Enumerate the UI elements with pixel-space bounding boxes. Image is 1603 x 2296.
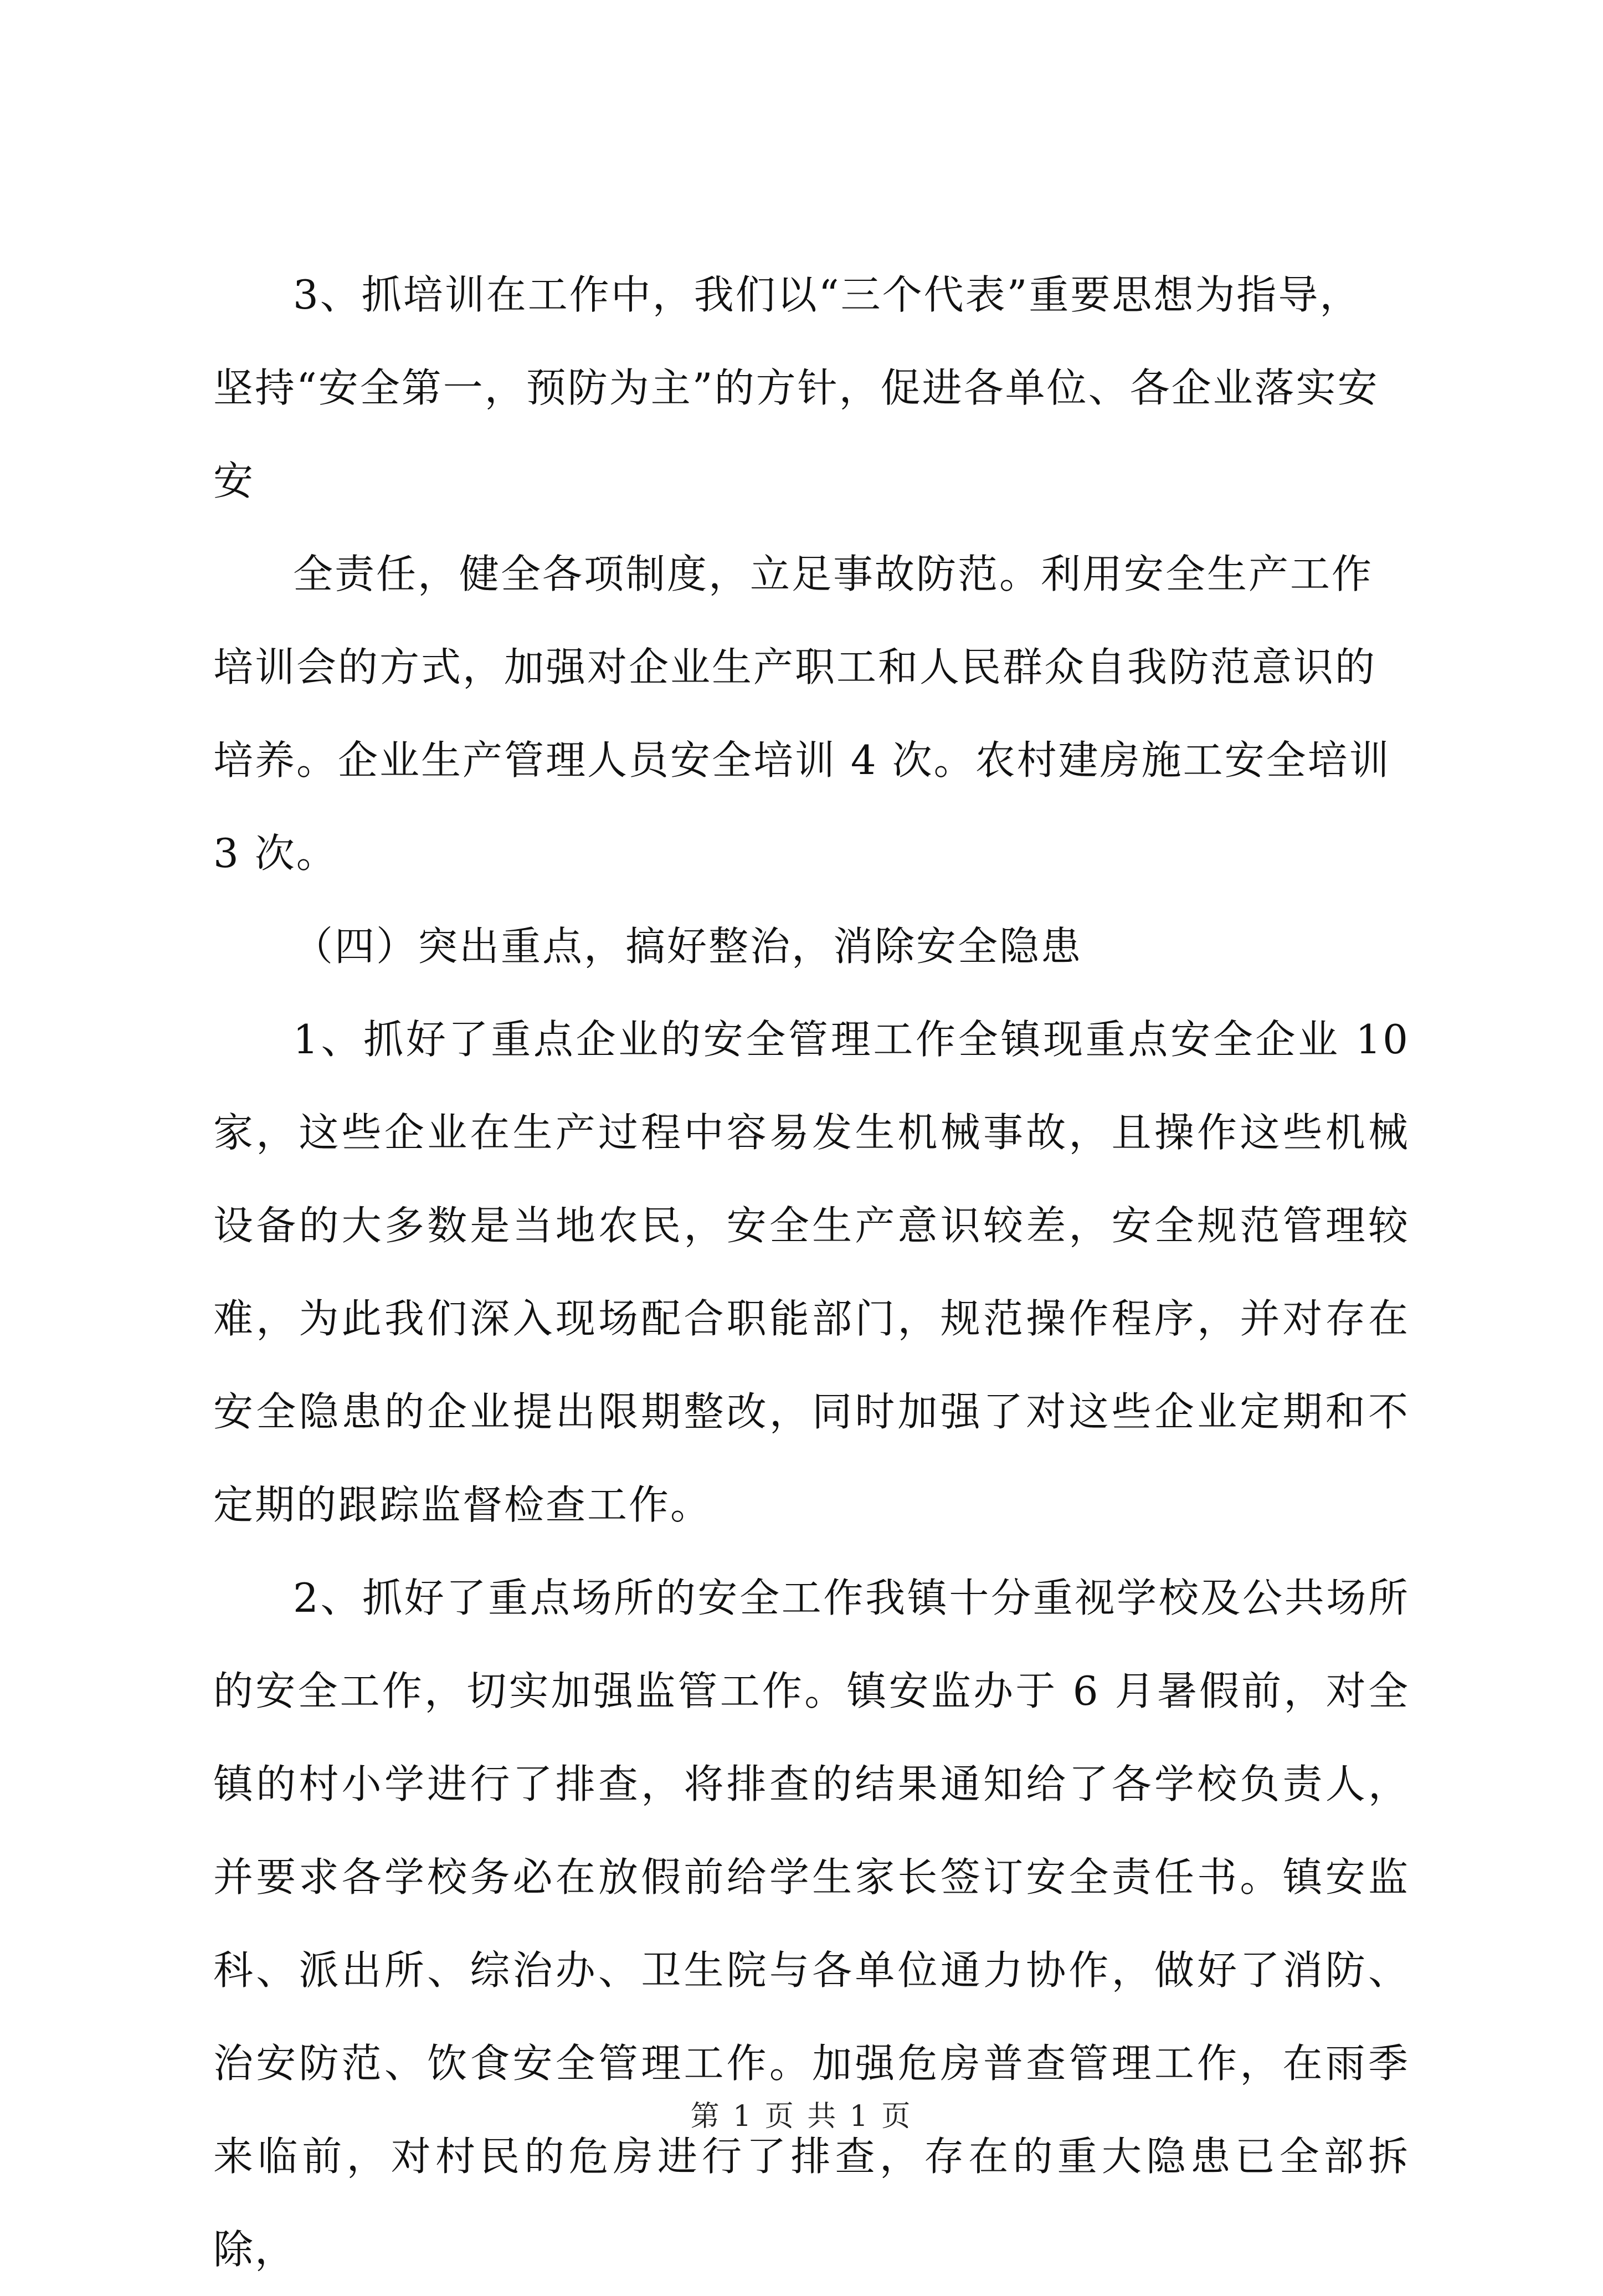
paragraph-training-line3: 安: [213, 458, 255, 504]
section-heading: （四）突出重点，搞好整治，消除安全隐患: [293, 923, 1083, 970]
paragraph-training-line2: 坚持“安全第一，预防为主”的方针，促进各单位、各企业落实安: [213, 365, 1379, 411]
paragraph-key-enterprises: 1、抓好了重点企业的安全管理工作全镇现重点安全企业 10 家，这些企业在生产过程中容易发生机械事故，且操作这些机械设备的大多数是当地农民，安全生产意识较差，安全规范管理较难，为此我们深入现场配合职能部门，规范操作程序，并对存在安全隐患的企业提出限期整改，同时加强了对这些企业定期和不定期的跟踪监督检查工作。: [213, 1016, 1410, 1528]
paragraph-key-places: 2、抓好了重点场所的安全工作我镇十分重视学校及公共场所的安全工作，切实加强监管工作。镇安监办于 6 月暑假前，对全镇的村小学进行了排查，将排查的结果通知给了各学校负责人，并要求各学校务必在放假前给学生家长签订安全责任书。镇安监科、派出所、综治办、卫生院与各单位通力协作，做好了消防、治安防范、饮食安全管理工作。加强危房普查管理工作，在雨季来临前，对村民的危房进行了排查，存在的重大隐患已全部拆除，: [213, 1575, 1410, 2273]
paragraph-responsibility-line2: 培训会的方式，加强对企业生产职工和人民群众自我防范意识的: [213, 644, 1377, 690]
paragraph-responsibility-line4: 3 次。: [213, 830, 338, 877]
paragraph-training-line1: 3、抓培训在工作中，我们以“三个代表”重要思想为指导，: [293, 271, 1361, 318]
document-body: [213, 248, 1410, 2296]
paragraph-responsibility-line1: 全责任，健全各项制度，立足事故防范。利用安全生产工作: [293, 551, 1374, 597]
paragraph-responsibility-line3: 培养。企业生产管理人员安全培训 4 次。农村建房施工安全培训: [213, 737, 1391, 783]
page-footer: 第 1 页 共 1 页: [690, 2100, 913, 2133]
